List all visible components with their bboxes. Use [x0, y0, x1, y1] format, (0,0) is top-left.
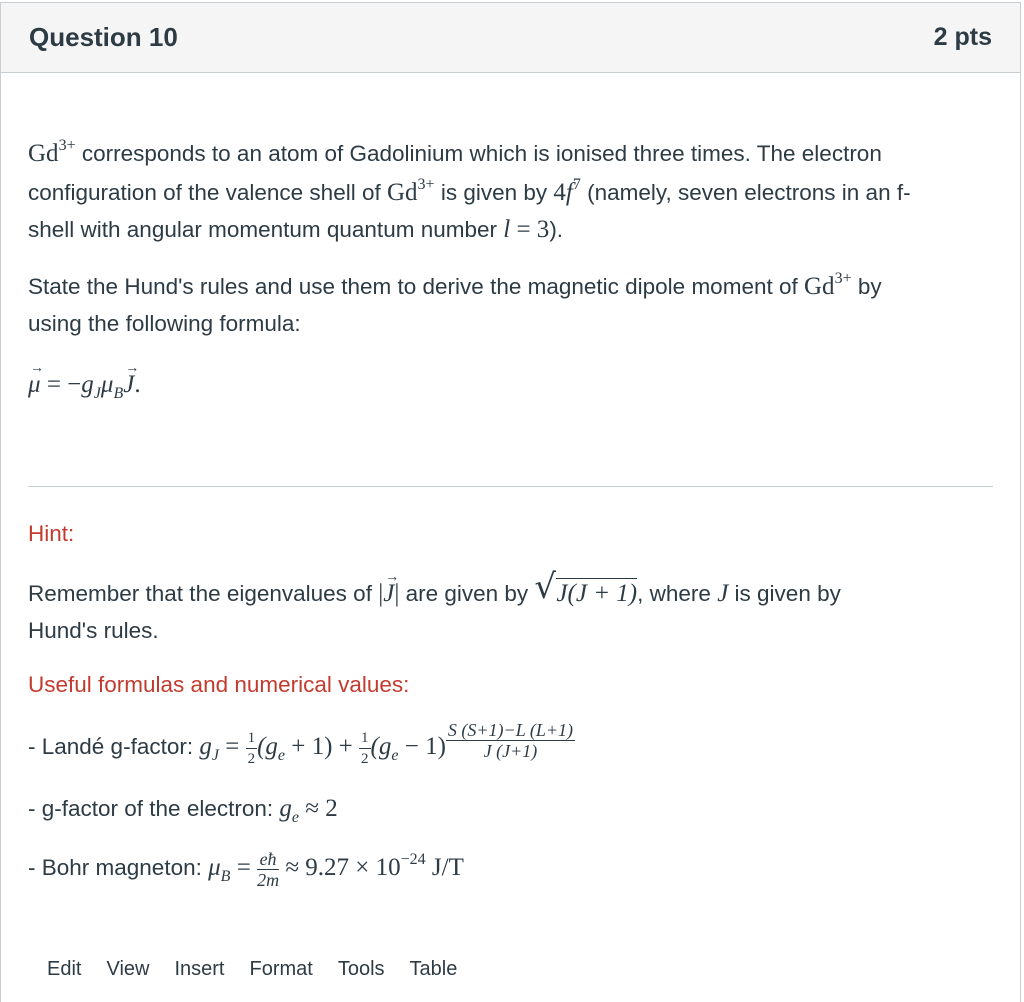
hint-text-line-2: Hund's rules.	[28, 618, 159, 643]
hint-label: Hint:	[28, 521, 75, 546]
menu-tools[interactable]: Tools	[337, 958, 385, 980]
menu-edit[interactable]: Edit	[47, 958, 82, 980]
hint-text-line-1: Remember that the eigenvalues of |J →| are given by √ J(J + 1), where J is given by	[28, 575, 841, 612]
question-paragraph-1-line-1: $Gd^{3+}$ corresponds to an atom of Gadolinium which is ionised three times. The electron	[28, 137, 882, 167]
menu-format[interactable]: Format	[249, 958, 313, 980]
formulas-label: Useful formulas and numerical values:	[28, 672, 410, 697]
magnetic-moment-formula: μ → = $-g_J\mu_BJ$ →.	[28, 366, 141, 403]
question-title: Question 10	[29, 22, 178, 52]
question-paragraph-1-line-3: shell with angular momentum quantum number l = 3).	[28, 216, 564, 243]
section-divider	[28, 486, 993, 487]
lande-g-factor-formula: - Landé g-factor: $g_J$ = $\frac{1}{2}$ $(g_e + 1)$ + $\frac{1}{2}$ $(g_e - 1)$ $\frac{S (S+1)-L (L+1)}{J (J+1)}$	[28, 719, 574, 767]
bohr-magneton-formula: - Bohr magneton: $\mu_B$ = $\frac{eħ}{2m}$ ≈ $9.27 \times 10^{-24}$ J/T	[28, 848, 464, 890]
question-points: 2 pts	[933, 23, 992, 51]
question-paragraph-2-line-1: State the Hund's rules and use them to derive the magnetic dipole moment of $Gd^{3+}$ by	[28, 270, 882, 300]
question-paragraph-2-line-2: using the following formula:	[28, 311, 301, 336]
menu-table[interactable]: Table	[409, 958, 458, 980]
menu-view[interactable]: View	[106, 958, 150, 980]
question-header	[1, 3, 1020, 73]
question-paragraph-1-line-2: configuration of the valence shell of $Gd^{3+}$ is given by $4f^7$ (namely, seven electrons in an f-	[28, 176, 911, 206]
menu-insert[interactable]: Insert	[174, 958, 225, 980]
editor-menubar	[47, 958, 482, 981]
electron-g-factor: - g-factor of the electron: $g_e \approx 2$	[28, 795, 338, 826]
